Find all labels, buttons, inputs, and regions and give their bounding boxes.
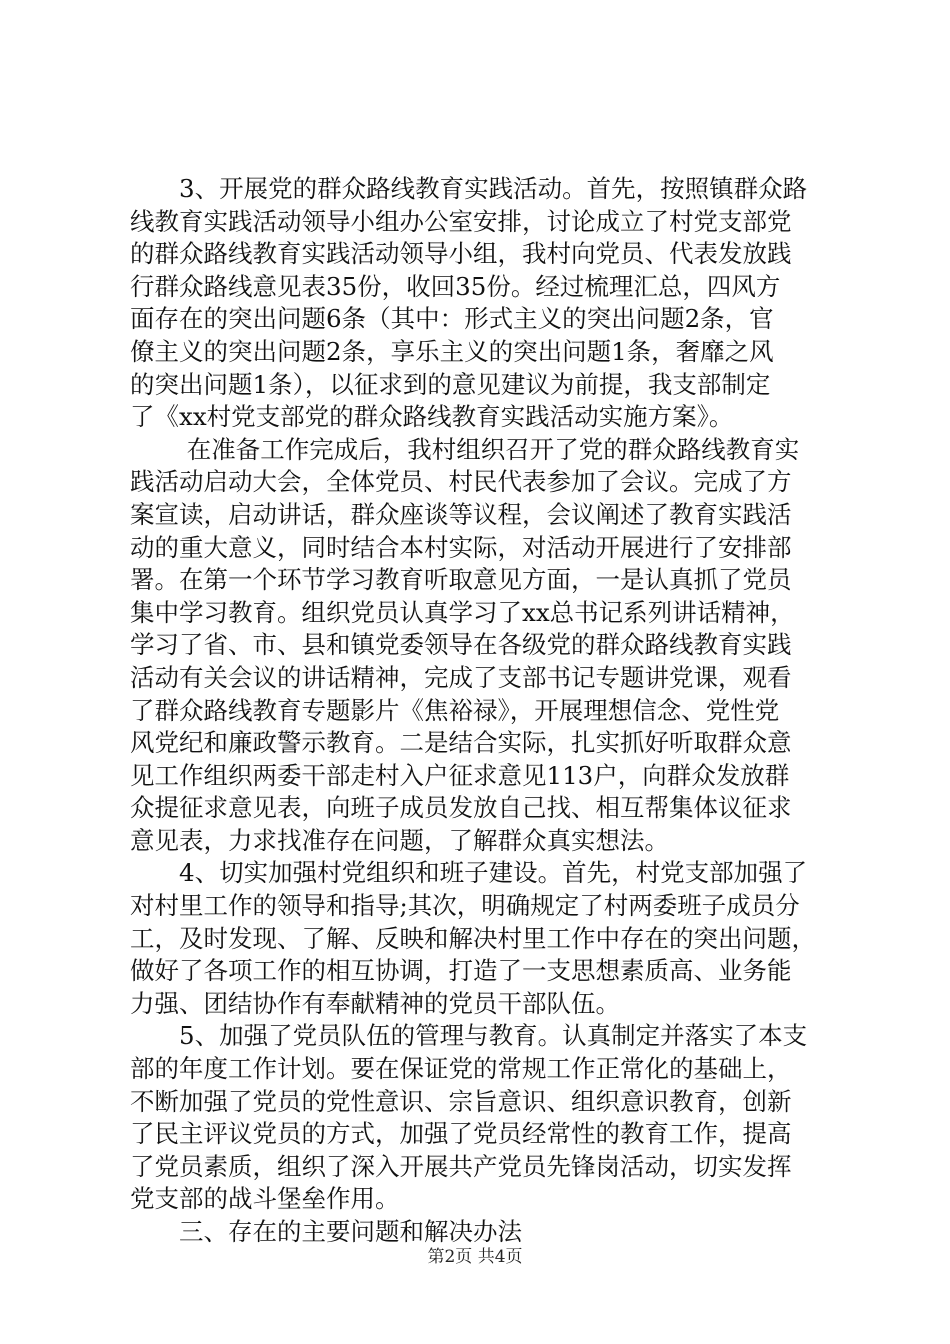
text-line: 学习了省、市、县和镇党委领导在各级党的群众路线教育实践 bbox=[130, 630, 792, 660]
page-number-footer: 第2页 共4页 bbox=[427, 1247, 523, 1267]
text-line: 的群众路线教育实践活动领导小组，我村向党员、代表发放践 bbox=[130, 239, 792, 269]
text-line: 意见表，力求找准存在问题，了解群众真实想法。 bbox=[130, 825, 669, 855]
text-line: 动的重大意义，同时结合本村实际，对活动开展进行了安排部 bbox=[130, 532, 792, 562]
text-line: 了党员素质，组织了深入开展共产党员先锋岗活动，切实发挥 bbox=[130, 1151, 792, 1181]
text-line: 3、开展党的群众路线教育实践活动。首先，按照镇群众路 bbox=[130, 174, 808, 203]
text-line: 线教育实践活动领导小组办公室安排，讨论成立了村党支部党 bbox=[130, 206, 792, 236]
text-line: 集中学习教育。组织党员认真学习了xx总书记系列讲话精神， bbox=[130, 597, 795, 627]
text-line: 5、加强了党员队伍的管理与教育。认真制定并落实了本支 bbox=[130, 1021, 808, 1051]
section-heading: 三、存在的主要问题和解决办法 bbox=[130, 1217, 522, 1246]
text-line: 不断加强了党员的党性意识、宗旨意识、组织意识教育，创新 bbox=[130, 1086, 792, 1116]
text-line: 众提征求意见表，向班子成员发放自己找、相互帮集体议征求 bbox=[130, 793, 792, 823]
text-line: 对村里工作的领导和指导;其次，明确规定了村两委班子成员分 bbox=[130, 891, 800, 921]
text-line: 部的年度工作计划。要在保证党的常规工作正常化的基础上， bbox=[130, 1054, 792, 1084]
text-line: 了民主评议党员的方式，加强了党员经常性的教育工作，提高 bbox=[130, 1119, 792, 1149]
text-line: 风党纪和廉政警示教育。二是结合实际，扎实抓好听取群众意 bbox=[130, 728, 792, 758]
text-line: 了群众路线教育专题影片《焦裕禄》，开展理想信念、党性党 bbox=[130, 695, 780, 725]
text-line: 工，及时发现、了解、反映和解决村里工作中存在的突出问题， bbox=[130, 923, 816, 953]
text-line: 党支部的战斗堡垒作用。 bbox=[130, 1184, 400, 1214]
text-line: 见工作组织两委干部走村入户征求意见113户，向群众发放群 bbox=[130, 760, 790, 790]
text-line: 活动有关会议的讲话精神，完成了支部书记专题讲党课，观看 bbox=[130, 662, 792, 692]
text-line: 行群众路线意见表35份，收回35份。经过梳理汇总，四风方 bbox=[130, 271, 781, 301]
text-line: 践活动启动大会，全体党员、村民代表参加了会议。完成了方 bbox=[130, 467, 792, 497]
text-line: 的突出问题1条），以征求到的意见建议为前提，我支部制定 bbox=[130, 369, 771, 399]
text-line: 面存在的突出问题6条（其中：形式主义的突出问题2条，官 bbox=[130, 304, 774, 334]
text-line: 做好了各项工作的相互协调，打造了一支思想素质高、业务能 bbox=[130, 956, 792, 986]
text-line: 力强、团结协作有奉献精神的党员干部队伍。 bbox=[130, 988, 620, 1018]
text-line: 案宣读，启动讲话，群众座谈等议程，会议阐述了教育实践活 bbox=[130, 499, 792, 529]
text-line: 在准备工作完成后，我村组织召开了党的群众路线教育实 bbox=[130, 434, 800, 464]
text-line: 4、切实加强村党组织和班子建设。首先，村党支部加强了 bbox=[130, 858, 808, 888]
text-line: 僚主义的突出问题2条，享乐主义的突出问题1条，奢靡之风 bbox=[130, 336, 774, 366]
text-line: 署。在第一个环节学习教育听取意见方面，一是认真抓了党员 bbox=[130, 565, 792, 595]
text-line: 了《xx村党支部党的群众路线教育实践活动实施方案》。 bbox=[130, 402, 734, 432]
body-text bbox=[130, 173, 830, 1249]
